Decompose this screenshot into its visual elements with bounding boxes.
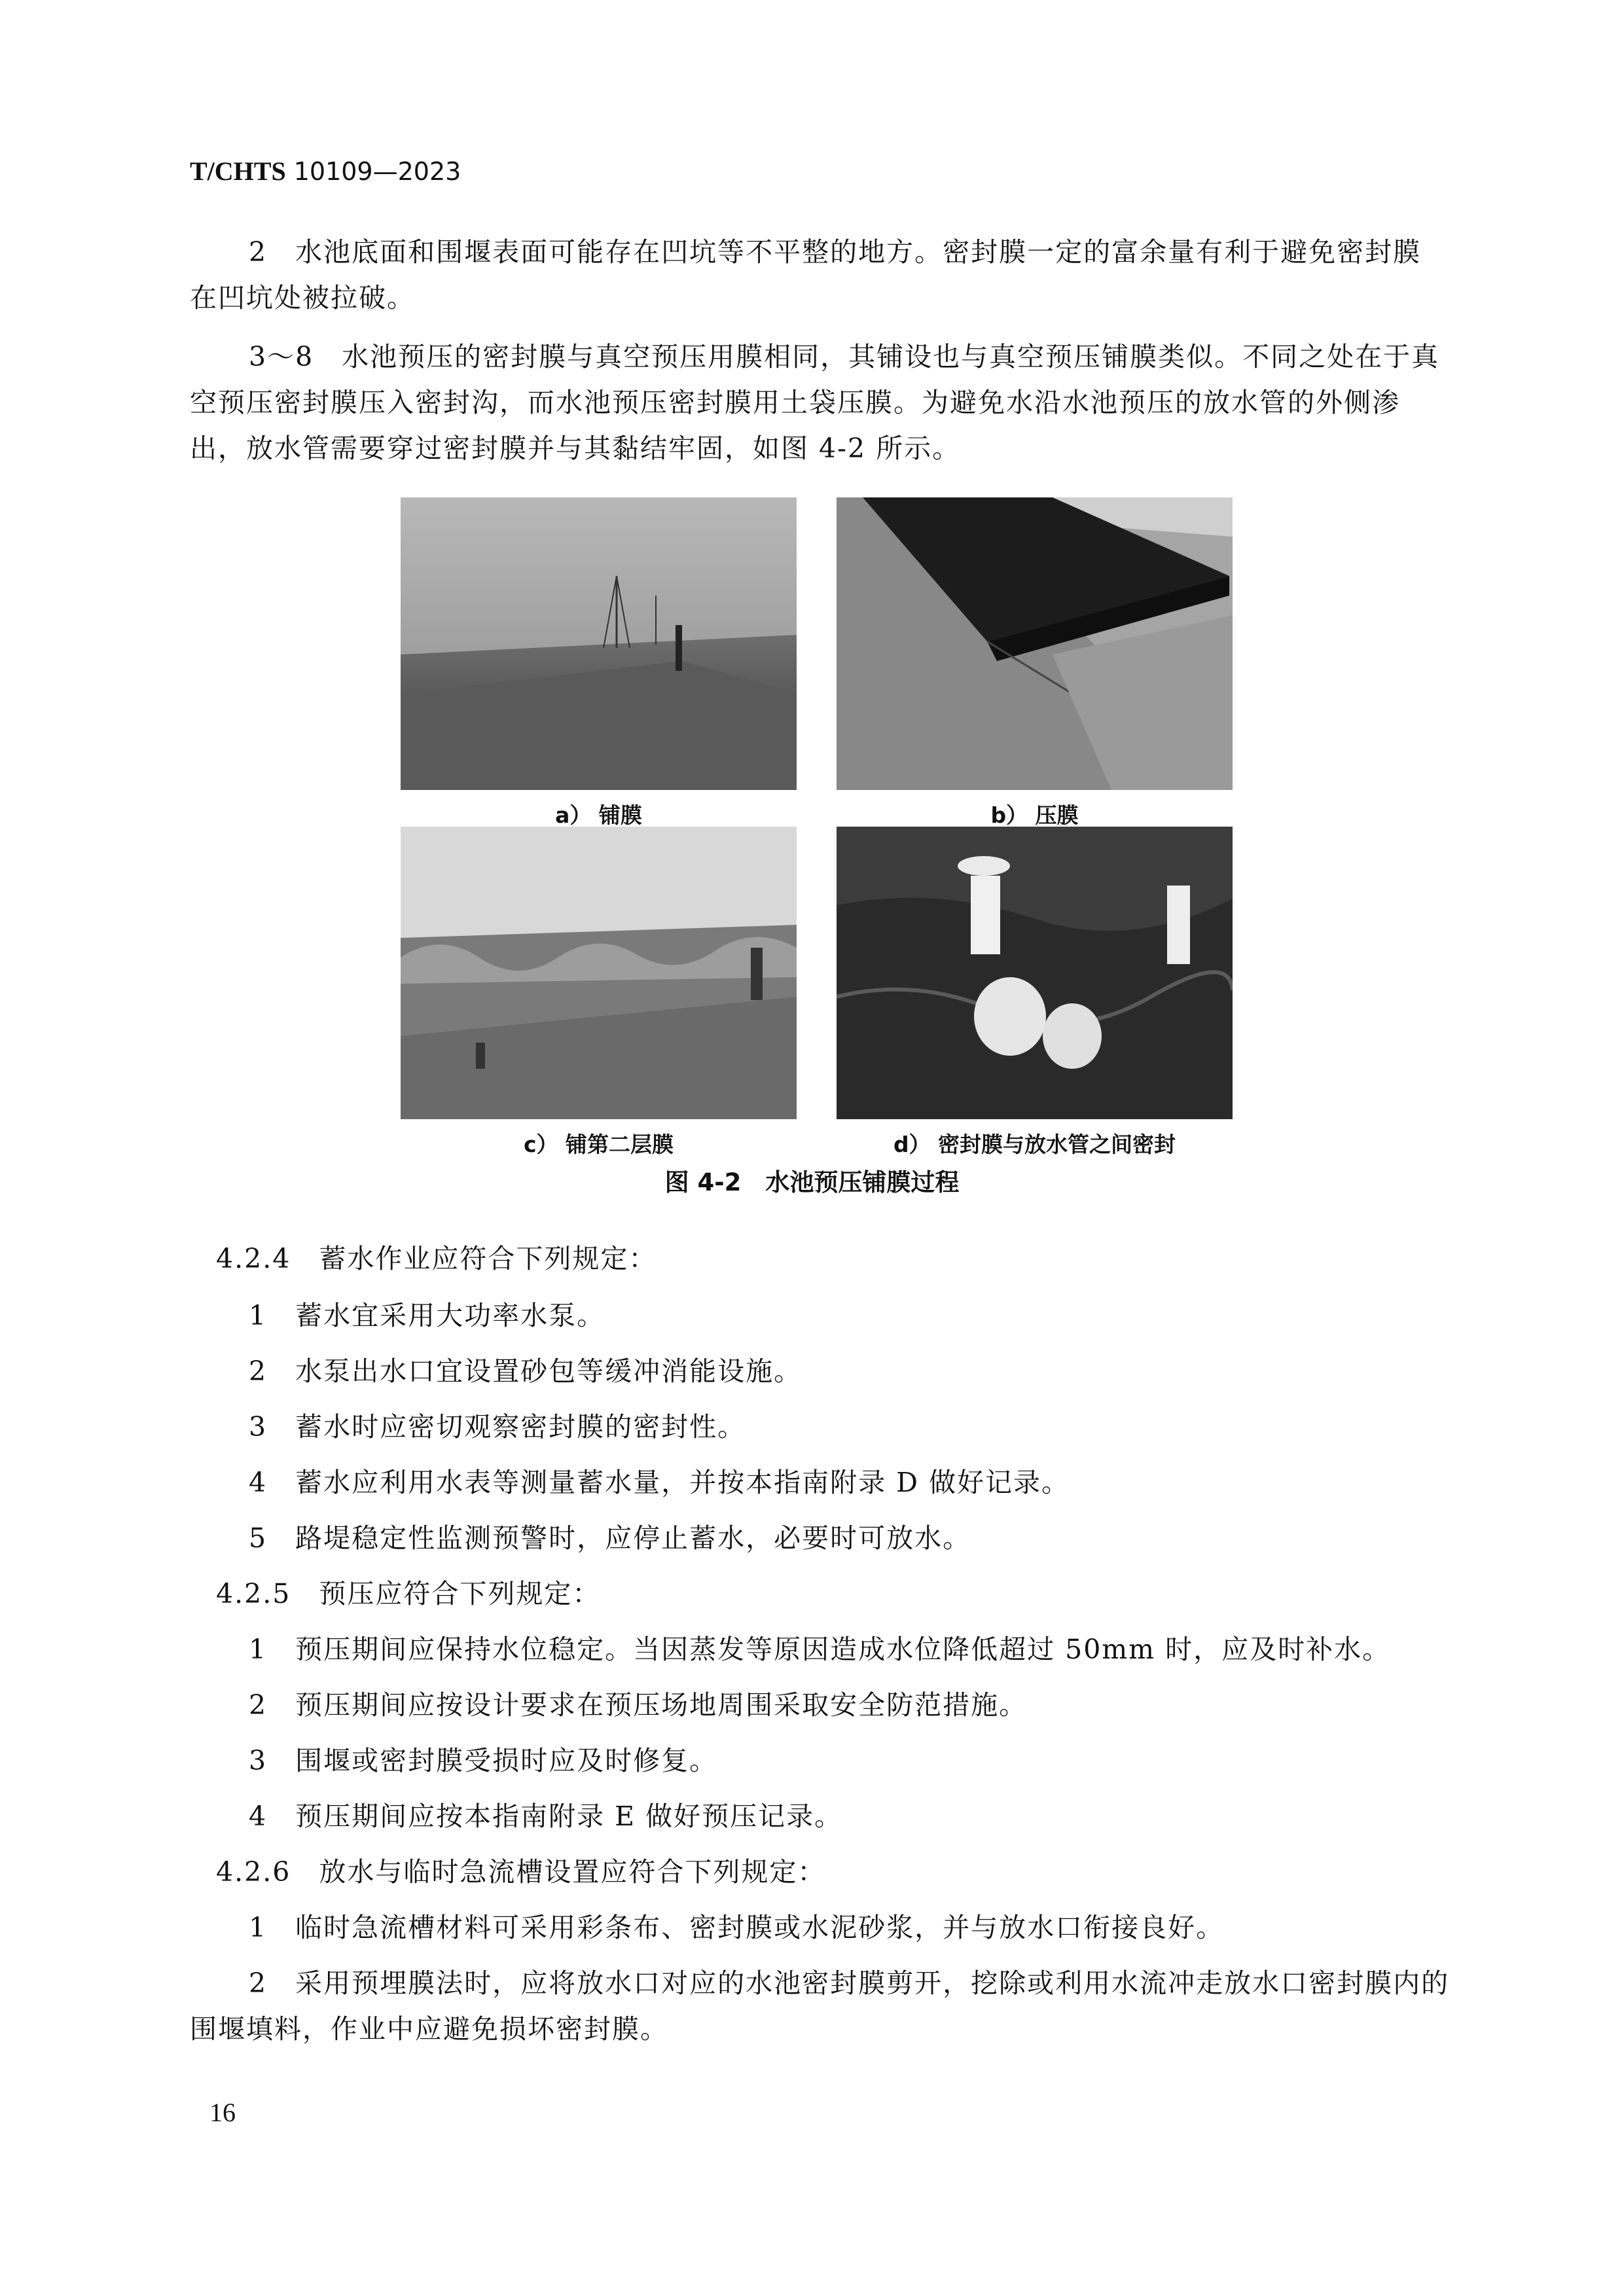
list-item: 2 水泵出水口宜设置砂包等缓冲消能设施。 [249,1355,803,1387]
photo-laying-membrane [401,497,797,790]
list-item: 2 预压期间应按设计要求在预压场地周围采取安全防范措施。 [249,1689,1028,1721]
photo-pressing-membrane [837,497,1233,790]
list-item: 5 路堤稳定性监测预警时，应停止蓄水，必要时可放水。 [249,1522,971,1554]
paragraph-3-line-3: 出，放水管需要穿过密封膜并与其黏结牢固，如图 4-2 所示。 [190,433,961,464]
photo-second-layer [401,827,797,1119]
figure-title: 图 4-2 水池预压铺膜过程 [664,1168,960,1196]
paragraph-2-line-2: 在凹坑处被拉破。 [190,282,415,314]
section-4-2-5-heading: 4.2.5 预压应符合下列规定： [216,1578,601,1609]
standard-header [190,156,461,187]
paragraph-2-line-1: 2 水池底面和围堰表面可能存在凹坑等不平整的地方。密封膜一定的富余量有利于避免密封膜 [249,236,1422,268]
list-item-continuation: 围堰填料，作业中应避免损坏密封膜。 [190,2013,668,2045]
photo-sealing-pipe [837,827,1233,1119]
figure-caption-c: c） 铺第二层膜 [523,1132,674,1157]
figure-caption-d: d） 密封膜与放水管之间密封 [893,1132,1176,1157]
paragraph-3-line-1: 3～8 水池预压的密封膜与真空预压用膜相同，其铺设也与真空预压铺膜类似。不同之处在于真 [249,341,1440,372]
page-number: 16 [209,2098,236,2127]
list-item: 1 蓄水宜采用大功率水泵。 [249,1300,605,1331]
list-item: 1 预压期间应保持水位稳定。当因蒸发等原因造成水位降低超过 50mm 时，应及时补水。 [249,1634,1391,1665]
standard-number: 10109—2023 [293,157,461,186]
list-item: 3 蓄水时应密切观察密封膜的密封性。 [249,1411,746,1443]
section-4-2-4-heading: 4.2.4 蓄水作业应符合下列规定： [216,1243,657,1274]
figure-caption-a: a） 铺膜 [555,802,642,828]
section-4-2-6-heading: 4.2.6 放水与临时急流槽设置应符合下列规定： [216,1856,826,1888]
list-item: 3 围堰或密封膜受损时应及时修复。 [249,1745,718,1776]
list-item: 4 预压期间应按本指南附录 E 做好预压记录。 [249,1801,843,1832]
list-item: 2 采用预埋膜法时，应将放水口对应的水池密封膜剪开，挖除或利用水流冲走放水口密封膜内的 [249,1967,1450,1999]
paragraph-3-line-2: 空预压密封膜压入密封沟，而水池预压密封膜用土袋压膜。为避免水沿水池预压的放水管的外侧渗 [190,387,1400,418]
standard-prefix: T/CHTS [190,156,286,186]
list-item: 4 蓄水应利用水表等测量蓄水量，并按本指南附录 D 做好记录。 [249,1467,1070,1498]
list-item: 1 临时急流槽材料可采用彩条布、密封膜或水泥砂浆，并与放水口衔接良好。 [249,1912,1225,1943]
figure-caption-b: b） 压膜 [990,802,1079,828]
